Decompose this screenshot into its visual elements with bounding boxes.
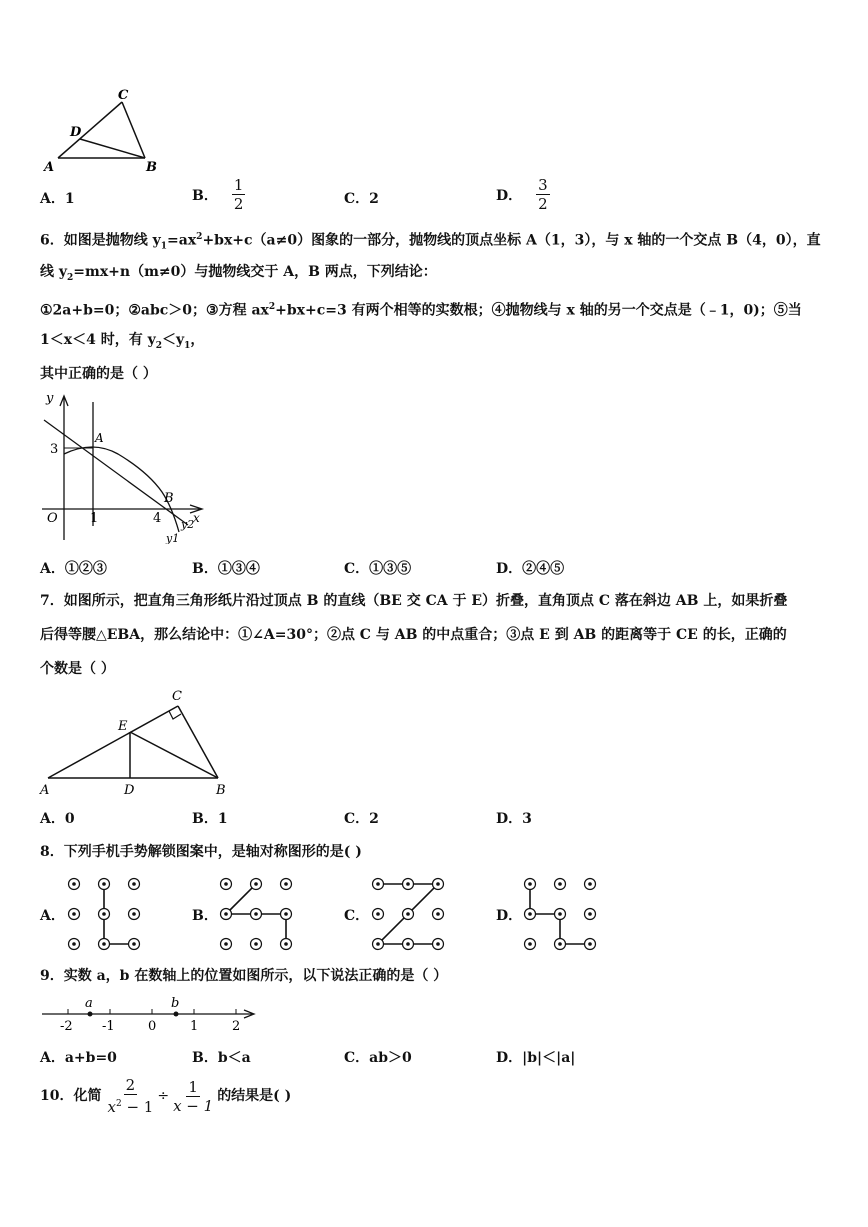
unlock-node-dot: [72, 882, 76, 886]
label-E: E: [118, 719, 128, 734]
unlock-node-dot: [224, 882, 228, 886]
graph-y2-label: y2: [181, 518, 195, 531]
graph-tick-1: 1: [90, 511, 99, 526]
q8-stem: 8．下列手机手势解锁图案中，是轴对称图形的是( ): [40, 844, 362, 860]
tick-2: 2: [232, 1019, 241, 1034]
q7-option-b[interactable]: B．1: [192, 811, 228, 827]
q9-option-c[interactable]: C．ab＞0: [344, 1050, 412, 1066]
unlock-pattern: [525, 879, 596, 950]
q7-line-1: 7．如图所示，把直角三角形纸片沿过顶点 B 的直线（BE 交 CA 于 E）折叠，直角顶点 C 落在斜边 AB 上，如果折叠: [40, 593, 788, 609]
unlock-node-dot: [528, 882, 532, 886]
graph-tick-3: 3: [50, 442, 59, 457]
unlock-pattern: [69, 879, 140, 950]
unlock-node-dot: [406, 912, 410, 916]
unlock-node-dot: [436, 912, 440, 916]
label-B: B: [146, 160, 157, 175]
label-A: A: [40, 783, 50, 798]
unlock-node-dot: [72, 912, 76, 916]
graph-tick-4: 4: [153, 511, 162, 526]
graph-y1-label: y1: [166, 532, 180, 544]
unlock-node-dot: [284, 942, 288, 946]
tick-1: 1: [190, 1019, 199, 1034]
unlock-node-dot: [254, 942, 258, 946]
q8-option-b[interactable]: B．: [192, 908, 218, 924]
q7-line-3: 个数是（ ）: [40, 661, 115, 677]
unlock-node-dot: [588, 942, 592, 946]
tick-minus-2: -2: [60, 1019, 73, 1034]
q7-option-c[interactable]: C．2: [344, 811, 379, 827]
q8-option-d[interactable]: D．: [496, 908, 523, 924]
q6-option-a[interactable]: A．①②③: [40, 561, 107, 577]
q5-option-b[interactable]: B． $\frac{1}{2}$: [192, 176, 244, 213]
unlock-node-dot: [254, 882, 258, 886]
unlock-node-dot: [132, 912, 136, 916]
q6-line-4: 1＜x＜4 时，有 $y_2<y_1$，: [40, 332, 205, 351]
q7-option-a[interactable]: A．0: [40, 811, 75, 827]
q6-option-b[interactable]: B．①③④: [192, 561, 260, 577]
unlock-node-dot: [102, 912, 106, 916]
q6-line-3: ①2a+b=0；②abc＞0；③方程 $ax^2+bx+c=3$ 有两个相等的实数根；④抛物线与 x 轴的另一个交点是（﹣1，0)；⑤当: [40, 302, 802, 319]
unlock-node-dot: [588, 912, 592, 916]
unlock-node-dot: [254, 912, 258, 916]
graph-x-label: x: [193, 511, 200, 525]
unlock-node-dot: [588, 882, 592, 886]
q5-option-d[interactable]: D． $\frac{3}{2}$: [496, 176, 548, 213]
unlock-node-dot: [528, 942, 532, 946]
q9-option-b[interactable]: B．b＜a: [192, 1050, 251, 1066]
q6-option-d[interactable]: D．②④⑤: [496, 561, 565, 577]
q9-option-a[interactable]: A．a+b=0: [40, 1050, 117, 1066]
q5-option-c[interactable]: C．2: [344, 191, 379, 207]
unlock-node-dot: [558, 942, 562, 946]
q7-option-d[interactable]: D．3: [496, 811, 532, 827]
unlock-node-dot: [558, 882, 562, 886]
q7-line-2: 后得等腰△EBA，那么结论中：①∠A=30°；②点 C 与 AB 的中点重合；③点 E 到 AB 的距离等于 CE 的长，正确的: [40, 627, 787, 643]
unlock-node-dot: [224, 942, 228, 946]
q9-option-d[interactable]: D．|b|＜|a|: [496, 1050, 576, 1066]
q6-option-c[interactable]: C．①③⑤: [344, 561, 412, 577]
q6-line-1: 6．如图是抛物线 $y_1=ax^2+bx+c(a\ne 0)$图象的一部分，抛物线的顶点坐标 A（1，3），与 x 轴的一个交点 B（4，0），直: [40, 232, 821, 252]
q5-option-a[interactable]: A．1: [40, 191, 75, 207]
unlock-node-dot: [528, 912, 532, 916]
label-A: A: [44, 160, 55, 175]
axis-b-label: b: [171, 996, 180, 1011]
unlock-node-dot: [436, 882, 440, 886]
unlock-node-dot: [284, 882, 288, 886]
axis-a-label: a: [85, 996, 93, 1011]
unlock-node-dot: [376, 882, 380, 886]
graph-point-A: A: [95, 431, 104, 445]
q6-line-2: 线 $y_2=mx+n(m\ne 0)$与抛物线交于 A，B 两点，下列结论：: [40, 264, 437, 283]
unlock-node-dot: [132, 942, 136, 946]
label-D: D: [70, 125, 82, 140]
label-D: D: [124, 783, 135, 798]
q9-number-line: [38, 996, 268, 1036]
tick-minus-1: -1: [102, 1019, 115, 1034]
q5-triangle-figure: [40, 85, 170, 175]
unlock-node-dot: [102, 882, 106, 886]
unlock-node-dot: [558, 912, 562, 916]
q8-option-c[interactable]: C．: [344, 908, 370, 924]
unlock-node-dot: [436, 942, 440, 946]
q8-option-a[interactable]: A．: [40, 908, 65, 924]
graph-y-label: y: [46, 392, 54, 406]
tick-0: 0: [148, 1019, 157, 1034]
unlock-node-dot: [132, 882, 136, 886]
label-C: C: [118, 88, 129, 103]
unlock-node-dot: [406, 942, 410, 946]
unlock-node-dot: [102, 942, 106, 946]
unlock-node-dot: [284, 912, 288, 916]
label-B: B: [216, 783, 226, 798]
q6-line-5: 其中正确的是（ ）: [40, 366, 157, 382]
q7-triangle-figure: [38, 686, 238, 798]
q8-unlock-patterns: [40, 872, 620, 954]
unlock-node-dot: [406, 882, 410, 886]
graph-point-B: B: [164, 491, 174, 506]
unlock-node-dot: [376, 912, 380, 916]
unlock-stroke: [226, 884, 256, 914]
unlock-node-dot: [376, 942, 380, 946]
unlock-node-dot: [224, 912, 228, 916]
q6-parabola-graph: [38, 392, 208, 544]
unlock-node-dot: [72, 942, 76, 946]
q9-stem: 9．实数 a，b 在数轴上的位置如图所示，以下说法正确的是（ ）: [40, 968, 448, 984]
q10-stem: 10．化简 $\frac{2}{x^2 - 1}$ ÷ $\frac{1}{x - 1}$ 的结果是( ): [40, 1076, 292, 1116]
unlock-pattern: [221, 879, 292, 950]
unlock-pattern: [373, 879, 444, 950]
graph-origin-O: O: [47, 511, 58, 526]
label-C: C: [172, 689, 182, 704]
